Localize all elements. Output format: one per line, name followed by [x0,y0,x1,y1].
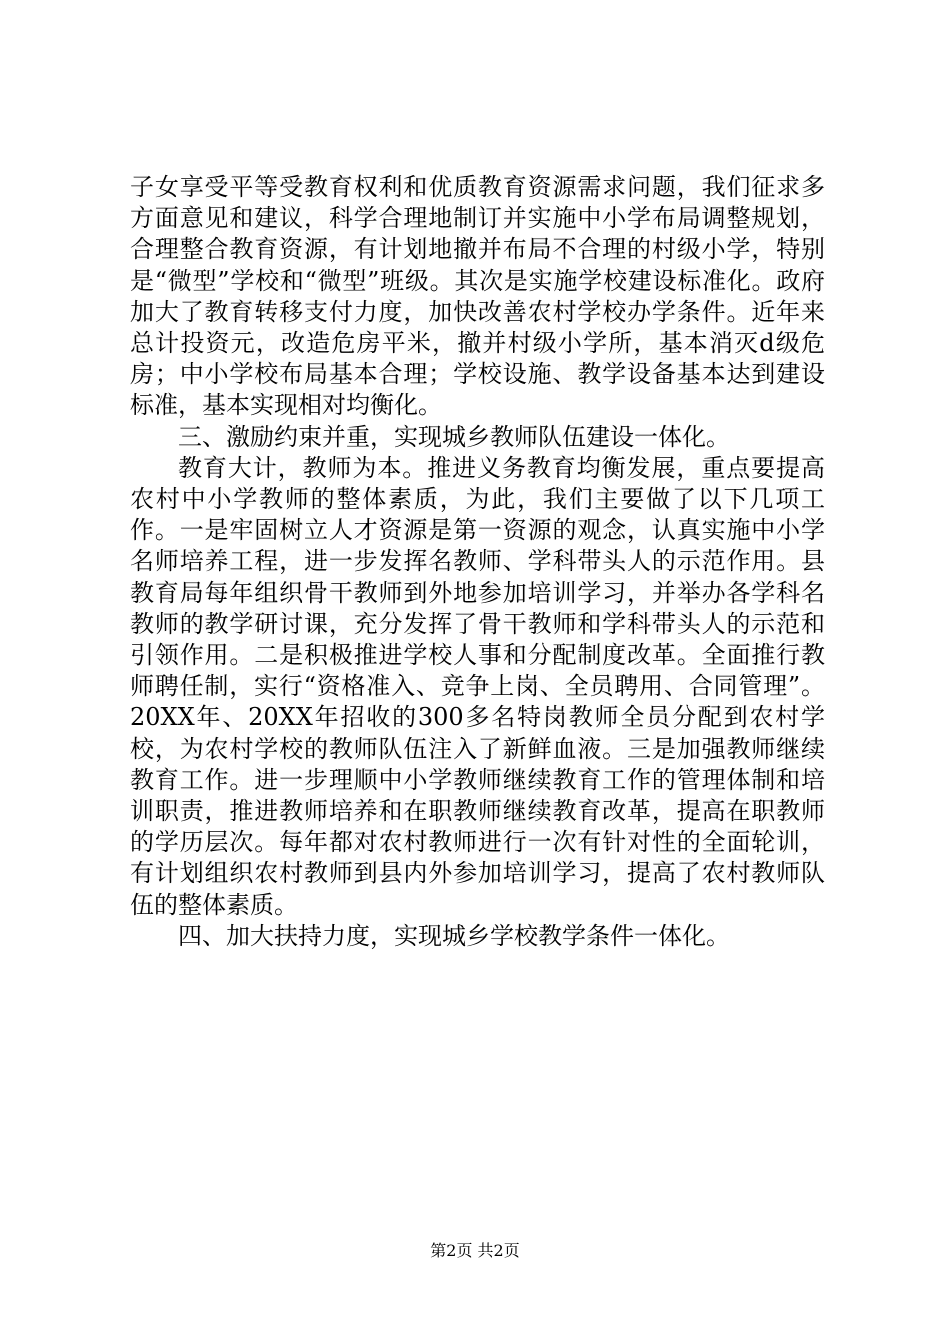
paragraph-teachers: 教育大计，教师为本。推进义务教育均衡发展，重点要提高农村中小学教师的整体素质，为此，我们主要做了以下几项工作。一是牢固树立人才资源是第一资源的观念，认真实施中小学名师培养工程，进一步发挥名教师、学科带头人的示范作用。县教育局每年组织骨干教师到外地参加培训学习，并举办各学科名教师的教学研讨课，充分发挥了骨干教师和学科带头人的示范和引领作用。二是积极推进学校人事和分配制度改革。全面推行教师聘任制，实行“资格准入、竞争上岗、全员聘用、合同管理”。20XX年、20XX年招收的300多名特岗教师全员分配到农村学校，为农村学校的教师队伍注入了新鲜血液。三是加强教师继续教育工作。进一步理顺中小学教师继续教育工作的管理体制和培训职责，推进教师培养和在职教师继续教育改革，提高在职教师的学历层次。每年都对农村教师进行一次有针对性的全面轮训，有计划组织农村教师到县内外参加培训学习，提高了农村教师队伍的整体素质。 [130,453,825,919]
section-heading-three: 三、激励约束并重，实现城乡教师队伍建设一体化。 [178,422,730,451]
document-body [130,172,825,952]
page-footer: 第2页 共2页 [430,1241,520,1260]
paragraph-continuation: 子女享受平等受教育权利和优质教育资源需求问题，我们征求多方面意见和建议，科学合理地制订并实施中小学布局调整规划，合理整合教育资源，有计划地撤并布局不合理的村级小学，特别是“微型”学校和“微型”班级。其次是实施学校建设标准化。政府加大了教育转移支付力度，加快改善农村学校办学条件。近年来总计投资元，改造危房平米，撤并村级小学所，基本消灭d级危房；中小学校布局基本合理；学校设施、教学设备基本达到建设标准，基本实现相对均衡化。 [130,173,825,420]
section-heading-four: 四、加大扶持力度，实现城乡学校教学条件一体化。 [178,921,730,950]
